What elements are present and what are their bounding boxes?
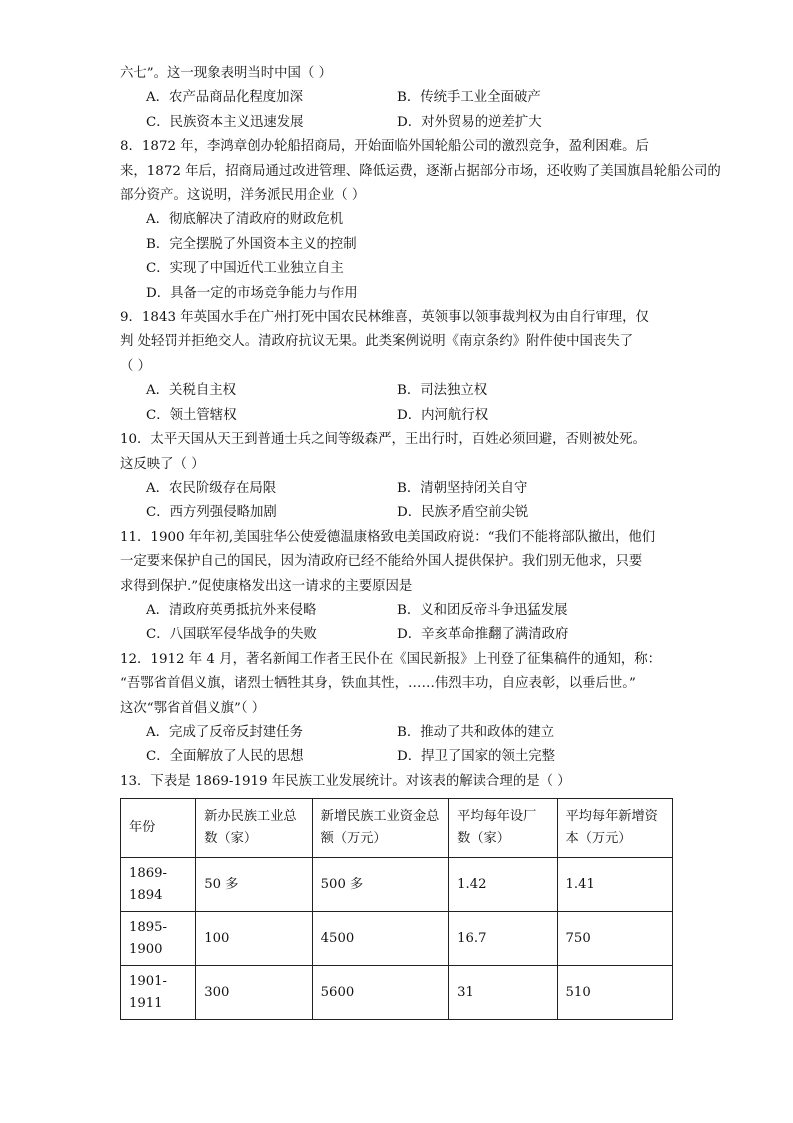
option-d: D．捍卫了国家的领土完整 [397,749,556,765]
question-stem: 来，1872 年后，招商局通过改进管理、降低运费，逐渐占据部分市场，还收购了美国旗昌轮船公司的 [120,163,721,179]
option-a: A．农产品商品化程度加深 [146,90,303,106]
question-stem: 这反映了（ ） [120,456,205,472]
option-a: A．关税自主权 [146,383,237,399]
question-stem: 一定要来保护自己的国民，因为清政府已经不能给外国人提供保护。我们别无他求，只要 [120,554,643,570]
question-12 [120,648,673,770]
option-d: D．内河航行权 [397,407,489,423]
option-c: C．西方列强侵略加剧 [146,505,277,521]
table-cell: 50 多 [196,858,312,912]
table-cell: 16.7 [449,912,557,966]
option-c: C．领土管辖权 [146,407,237,423]
question-stem: “吾鄂省首倡义旗，诸烈士牺牲其身，铁血其性，……伟烈丰功，自应表彰，以垂后世。” [120,676,636,692]
table-header-cell: 新增民族工业资金总额（万元） [312,799,448,858]
question-9 [120,306,673,428]
question-11 [120,526,673,648]
option-d: D．民族矛盾空前尖锐 [397,505,529,521]
question-10 [120,428,673,526]
table-cell: 4500 [312,912,448,966]
question-13 [120,770,673,1020]
exam-page [120,62,721,1020]
table-cell: 31 [449,966,557,1020]
question-stem: 13．下表是 1869-1919 年民族工业发展统计。对该表的解读合理的是（ ） [120,773,571,789]
option-a: A．农民阶级存在局限 [146,480,277,496]
option-b: B．传统手工业全面破产 [397,90,541,106]
question-stem: 判 处轻罚并拒绝交人。清政府抗议无果。此类案例说明《南京条约》附件使中国丧失了 [120,334,634,350]
table-cell: 1869-1894 [121,858,196,912]
option-a: A．完成了反帝反封建任务 [146,724,303,740]
question-stem: （ ） [120,358,152,374]
table-header-cell: 新办民族工业总数（家） [196,799,312,858]
question-stem: 9．1843 年英国水手在广州打死中国农民林维喜，英领事以领事裁判权为由自行审理，仅 [120,310,649,326]
question-stem: 六七”。这一现象表明当时中国（ ） [120,66,332,81]
option-c: C．实现了中国近代工业独立自主 [146,261,344,277]
option-c: C．民族资本主义迅速发展 [146,114,304,130]
table-cell: 1.42 [449,858,557,912]
option-d: D．辛亥革命推翻了满清政府 [397,627,569,643]
option-c: C．全面解放了人民的思想 [146,749,304,765]
option-a: A．彻底解决了清政府的财政危机 [146,212,344,228]
table-cell: 750 [557,912,672,966]
option-c: C．八国联军侵华战争的失败 [146,627,317,643]
table-header-cell: 平均每年新增资本（万元） [557,799,672,858]
table-cell: 300 [196,966,312,1020]
option-d: D．具备一定的市场竞争能力与作用 [146,285,358,301]
table-cell: 1.41 [557,858,672,912]
table-header-row [121,799,673,858]
option-d: D．对外贸易的逆差扩大 [397,114,542,130]
option-b: B．司法独立权 [397,383,488,399]
question-stem: 10．太平天国从天王到普通士兵之间等级森严，王出行时，百姓必须回避，否则被处死。 [120,432,646,448]
table-cell: 1895-1900 [121,912,196,966]
table-header-cell: 平均每年设厂数（家） [449,799,557,858]
option-b: B．推动了共和政体的建立 [397,724,555,740]
option-a: A．清政府英勇抵抗外来侵略 [146,602,317,618]
table-row [121,912,673,966]
table-cell: 5600 [312,966,448,1020]
table-cell: 510 [557,966,672,1020]
question-stem: 11．1900 年年初,美国驻华公使爱德温康格致电美国政府说：“我们不能将部队撤出，他们 [120,529,656,545]
table-cell: 100 [196,912,312,966]
question-stem: 8．1872 年，李鸿章创办轮船招商局，开始面临外国轮船公司的激烈竞争，盈利困难。后 [120,139,649,155]
option-b: B．义和团反帝斗争迅猛发展 [397,602,568,618]
question-7-tail [120,62,673,135]
question-8 [120,135,721,306]
industry-stats-table [120,798,673,1020]
question-stem: 12．1912 年 4 月，著名新闻工作者王民仆在《国民新报》上刊登了征集稿件的通知，称： [120,651,662,667]
question-stem: 部分资产。这说明，洋务派民用企业（ ） [120,188,366,204]
table-header-cell: 年份 [121,799,196,858]
table-row [121,858,673,912]
table-row [121,966,673,1020]
option-b: B．完全摆脱了外国资本主义的控制 [146,236,357,252]
question-stem: 这次“鄂省首倡义旗”（ ） [120,700,266,716]
table-cell: 500 多 [312,858,448,912]
table-cell: 1901-1911 [121,966,196,1020]
question-stem: 求得到保护.”促使康格发出这一请求的主要原因是 [120,578,413,594]
option-b: B．清朝坚持闭关自守 [397,480,528,496]
